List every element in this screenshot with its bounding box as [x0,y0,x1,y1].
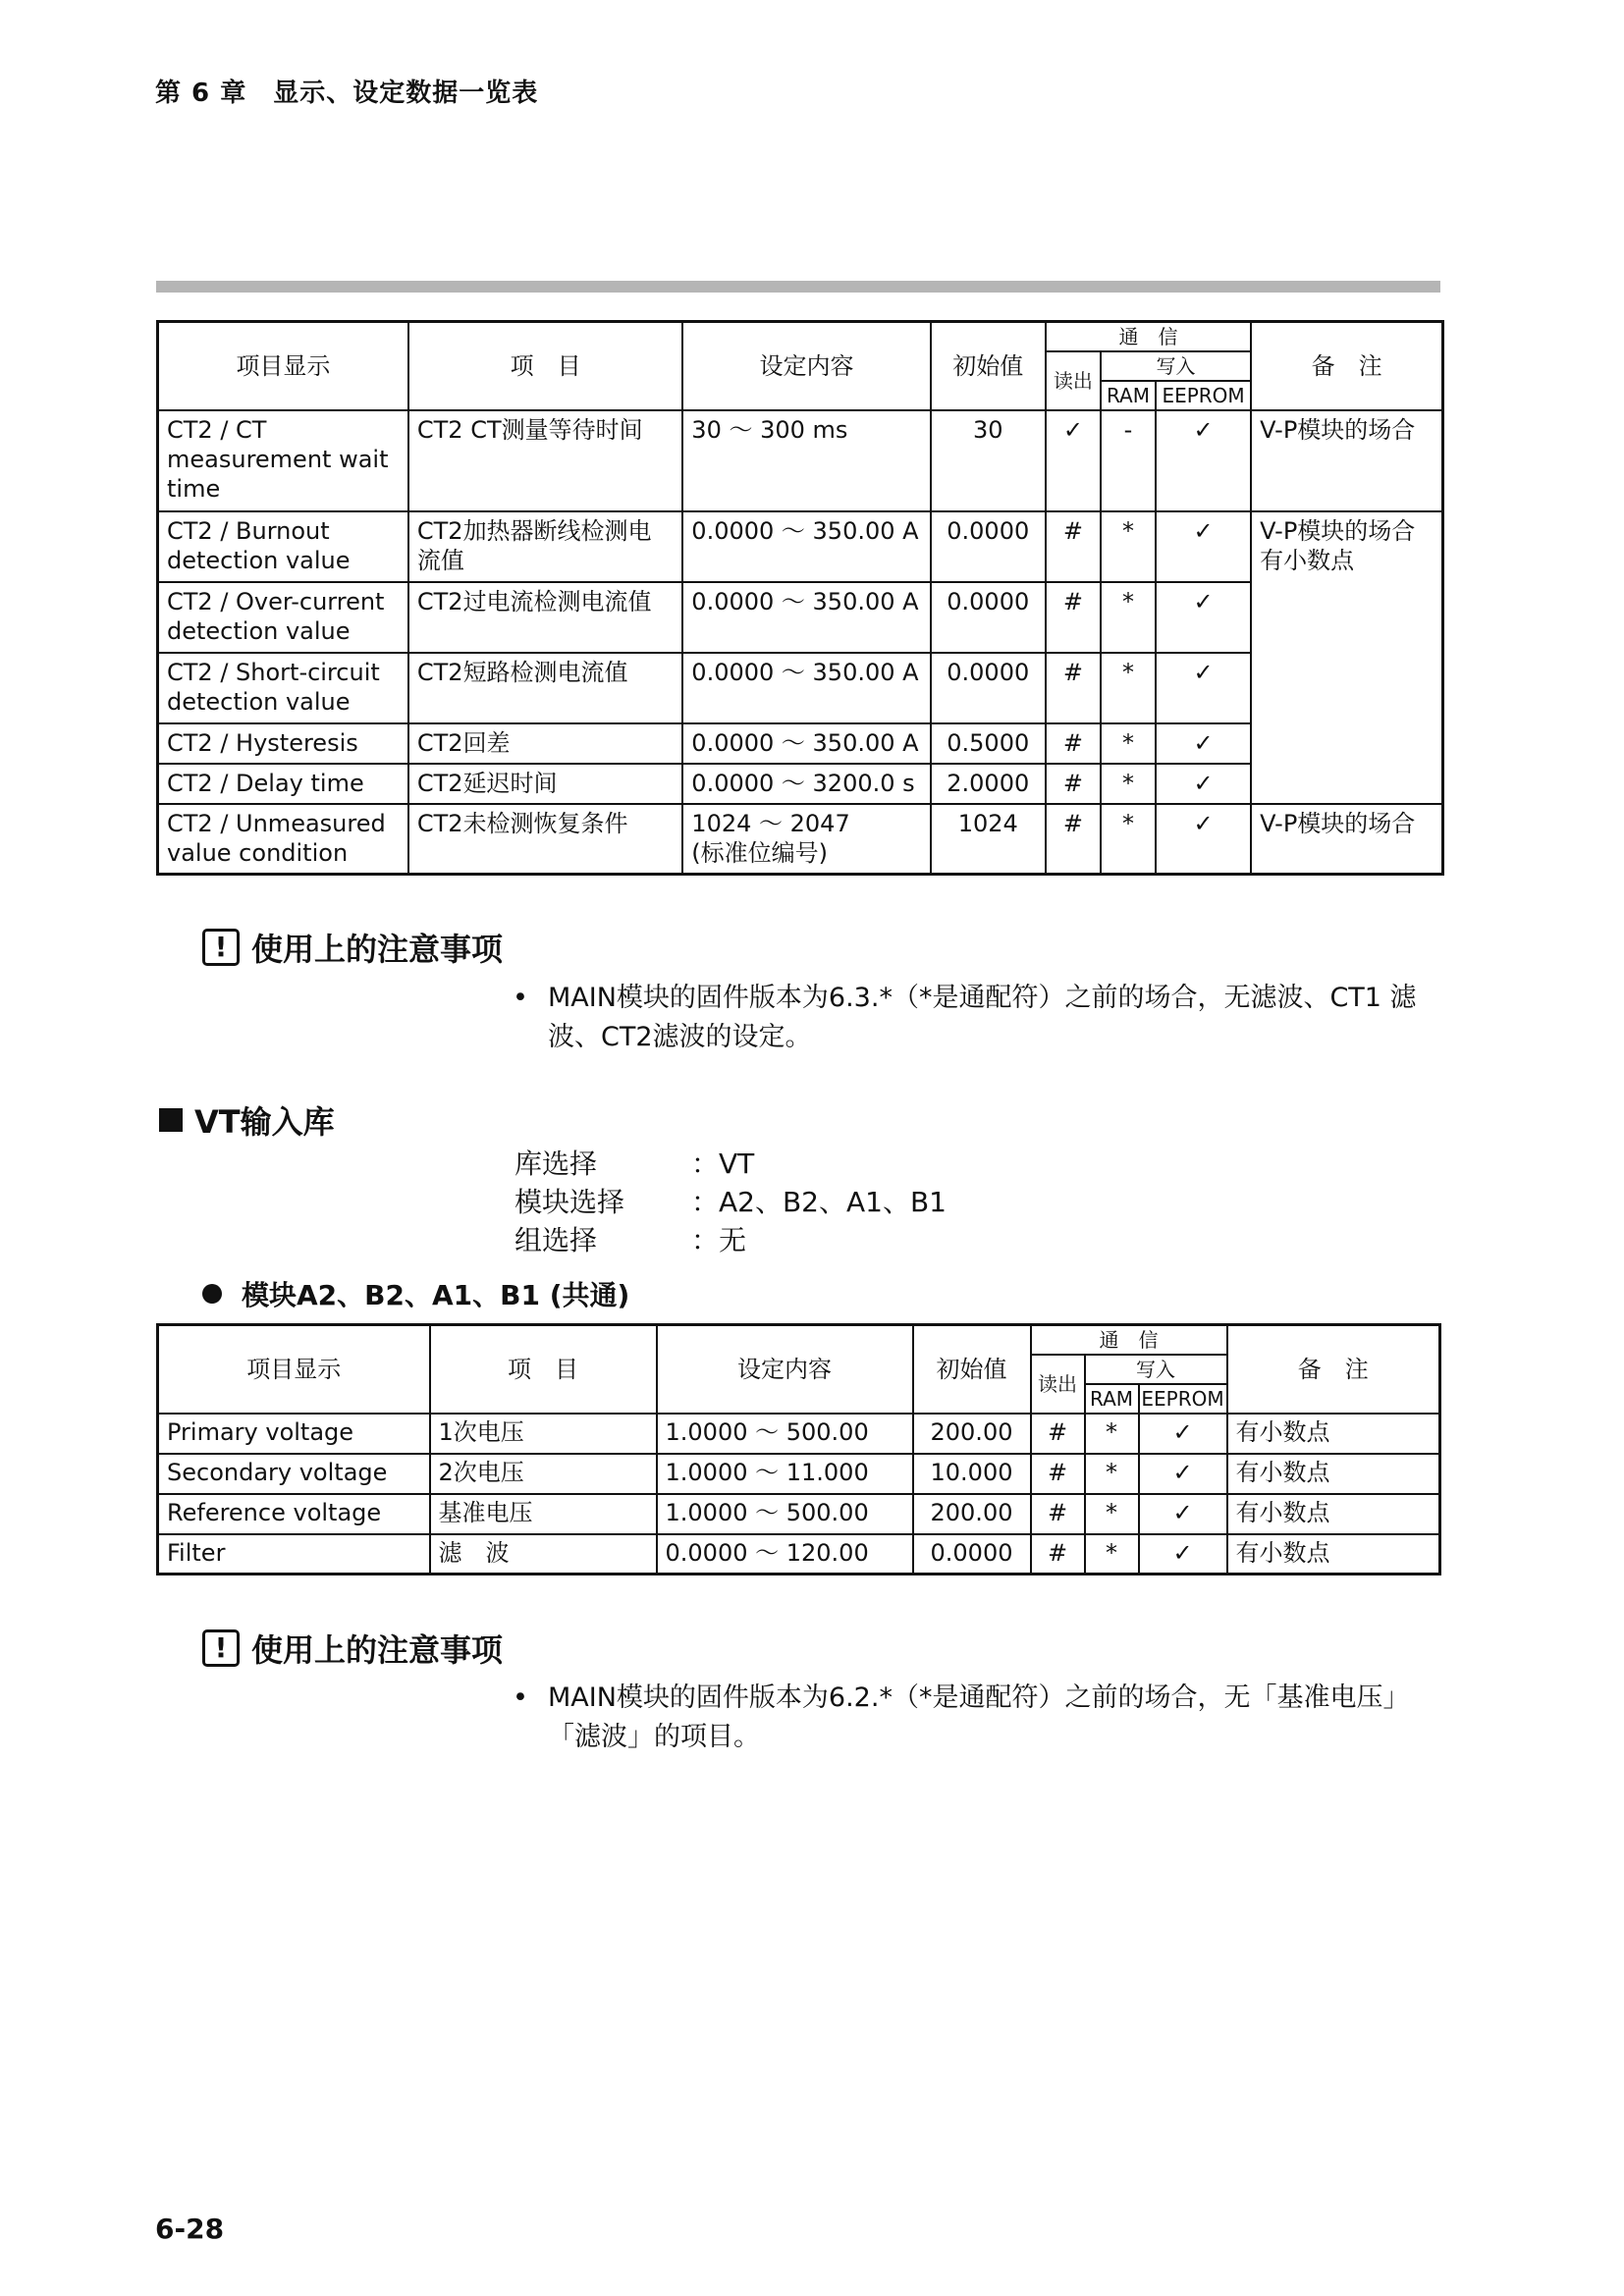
header-item: 项 目 [408,322,682,410]
cell-initial: 0.0000 [913,1534,1031,1575]
header-write: 写入 [1101,351,1251,381]
cell-read: # [1031,1494,1085,1534]
cell-initial: 1024 [931,804,1046,875]
cell-eeprom: ✓ [1139,1494,1227,1534]
cell-item: CT2 CT测量等待时间 [408,410,682,511]
table-row [158,653,1443,723]
cell-read: # [1046,723,1101,764]
cell-read: # [1046,653,1101,723]
cell-setting: 30 ～ 300 ms [682,410,930,511]
cell-eeprom: ✓ [1156,804,1251,875]
header-setting: 设定内容 [682,322,930,410]
usage-note [513,979,1445,1057]
section-title: VT输入库 [194,1103,335,1141]
cell-display: CT2 / CT measurement wait time [158,410,408,511]
table-row [158,1534,1440,1575]
selection-list [514,1143,947,1257]
selection-label: 库选择 [514,1147,598,1180]
cell-ram: * [1085,1494,1139,1534]
cell-ram: * [1101,804,1156,875]
cell-eeprom: ✓ [1156,764,1251,804]
cell-setting: 0.0000 ～ 120.00 [657,1534,913,1575]
cell-read: # [1031,1534,1085,1575]
usage-notes-heading [202,925,503,970]
setting-note: (标准位编号) [691,838,829,867]
cell-remarks: 有小数点 [1227,1534,1440,1575]
cell-initial: 2.0000 [931,764,1046,804]
cell-ram: * [1085,1454,1139,1494]
cell-display: Filter [158,1534,430,1575]
cell-read: # [1046,804,1101,875]
header-ram: RAM [1085,1384,1139,1414]
cell-ram: - [1101,410,1156,511]
selection-label: 组选择 [514,1223,598,1256]
table-row [158,764,1443,804]
cell-display: Reference voltage [158,1494,430,1534]
header-remarks: 备 注 [1251,322,1442,410]
cell-item: CT2加热器断线检测电流值 [408,511,682,582]
header-ram: RAM [1101,381,1156,410]
vt-input-table [156,1323,1441,1575]
usage-note-text: MAIN模块的固件版本为6.2.*（*是通配符）之前的场合，无「基准电压」「滤波」的项目。 [548,1682,1410,1752]
cell-initial: 200.00 [913,1414,1031,1454]
cell-setting: 0.0000 ～ 350.00 A [682,723,930,764]
header-write: 写入 [1085,1355,1227,1384]
cell-setting: 1.0000 ～ 11.000 [657,1454,913,1494]
cell-initial: 0.0000 [931,582,1046,653]
table-row [158,1454,1440,1494]
cell-remarks: 有小数点 [1227,1454,1440,1494]
cell-ram: * [1101,723,1156,764]
header-eeprom: EEPROM [1156,381,1251,410]
cell-initial: 30 [931,410,1046,511]
cell-initial: 0.0000 [931,511,1046,582]
selection-value: ：A2、B2、A1、B1 [691,1185,947,1218]
cell-remarks: 有小数点 [1227,1414,1440,1454]
cell-item: 1次电压 [430,1414,657,1454]
cell-ram: * [1101,653,1156,723]
cell-initial: 200.00 [913,1494,1031,1534]
cell-remarks: V-P模块的场合 [1251,410,1442,511]
cell-setting: 1.0000 ～ 500.00 [657,1494,913,1534]
usage-note [513,1679,1445,1757]
cell-ram: * [1085,1534,1139,1575]
usage-notes-title: 使用上的注意事项 [251,931,504,968]
cell-initial: 10.000 [913,1454,1031,1494]
warning-icon: ! [202,929,240,966]
cell-remarks: V-P模块的场合 [1251,804,1442,875]
section-heading [159,1097,335,1143]
header-read: 读出 [1031,1355,1085,1414]
cell-read: # [1046,582,1101,653]
table-row [158,410,1443,511]
bullet-icon: • [513,983,528,1013]
cell-display: Secondary voltage [158,1454,430,1494]
header-setting: 设定内容 [657,1325,913,1414]
cell-display: CT2 / Over-current detection value [158,582,408,653]
header-remarks: 备 注 [1227,1325,1440,1414]
page-number: 6-28 [155,2213,225,2245]
table-row [158,582,1443,653]
table-row [158,1494,1440,1534]
cell-initial: 0.5000 [931,723,1046,764]
remark-line: 有小数点 [1260,546,1355,574]
header-read: 读出 [1046,351,1101,410]
cell-read: # [1031,1454,1085,1494]
header-comm: 通 信 [1046,322,1251,351]
usage-notes-heading [202,1626,503,1671]
cell-setting: 0.0000 ～ 350.00 A [682,582,930,653]
cell-read: ✓ [1046,410,1101,511]
list-item [514,1143,947,1181]
table-row [158,511,1443,582]
cell-setting: 1.0000 ～ 500.00 [657,1414,913,1454]
usage-notes-title: 使用上的注意事项 [251,1631,504,1669]
setting-range: 1024 ～ 2047 [691,809,850,837]
cell-item: CT2过电流检测电流值 [408,582,682,653]
header-eeprom: EEPROM [1139,1384,1227,1414]
cell-initial: 0.0000 [931,653,1046,723]
circle-bullet-icon [202,1284,222,1304]
cell-eeprom: ✓ [1156,723,1251,764]
header-comm: 通 信 [1031,1325,1227,1355]
selection-value: ：无 [691,1223,747,1256]
header-initial: 初始值 [931,322,1046,410]
cell-eeprom: ✓ [1139,1534,1227,1575]
cell-display: CT2 / Short-circuit detection value [158,653,408,723]
list-item [514,1181,947,1219]
cell-eeprom: ✓ [1139,1414,1227,1454]
cell-ram: * [1101,582,1156,653]
header-display: 项目显示 [158,322,408,410]
header-display: 项目显示 [158,1325,430,1414]
cell-read: # [1046,764,1101,804]
cell-display: CT2 / Delay time [158,764,408,804]
cell-ram: * [1085,1414,1139,1454]
list-item [514,1219,947,1257]
cell-eeprom: ✓ [1156,582,1251,653]
cell-read: # [1046,511,1101,582]
cell-setting [682,804,930,875]
cell-ram: * [1101,511,1156,582]
cell-item: CT2回差 [408,723,682,764]
cell-item: CT2延迟时间 [408,764,682,804]
square-bullet-icon [159,1108,183,1132]
header-item: 项 目 [430,1325,657,1414]
cell-remarks-merged [1251,511,1442,804]
cell-display: CT2 / Unmeasured value condition [158,804,408,875]
section-divider [156,281,1440,293]
warning-icon: ! [202,1629,240,1667]
cell-eeprom: ✓ [1156,511,1251,582]
cell-setting: 0.0000 ～ 350.00 A [682,653,930,723]
cell-item: 基准电压 [430,1494,657,1534]
chapter-title: 第 6 章 显示、设定数据一览表 [155,79,539,108]
cell-display: CT2 / Burnout detection value [158,511,408,582]
cell-remarks: 有小数点 [1227,1494,1440,1534]
cell-eeprom: ✓ [1156,653,1251,723]
ct2-settings-table [156,320,1444,876]
remark-line: V-P模块的场合 [1260,516,1416,545]
table-row [158,804,1443,875]
selection-value: ：VT [691,1147,755,1180]
cell-item: CT2未检测恢复条件 [408,804,682,875]
cell-display: CT2 / Hysteresis [158,723,408,764]
selection-label: 模块选择 [514,1185,625,1218]
cell-ram: * [1101,764,1156,804]
cell-setting: 0.0000 ～ 350.00 A [682,511,930,582]
module-title: 模块A2、B2、A1、B1 (共通) [242,1279,630,1311]
module-heading [202,1274,629,1313]
table-row [158,723,1443,764]
cell-display: Primary voltage [158,1414,430,1454]
cell-item: CT2短路检测电流值 [408,653,682,723]
table-row [158,1414,1440,1454]
cell-read: # [1031,1414,1085,1454]
usage-note-text: MAIN模块的固件版本为6.3.*（*是通配符）之前的场合，无滤波、CT1 滤波、CT2滤波的设定。 [548,983,1417,1052]
cell-eeprom: ✓ [1156,410,1251,511]
cell-item: 滤 波 [430,1534,657,1575]
cell-setting: 0.0000 ～ 3200.0 s [682,764,930,804]
bullet-icon: • [513,1682,528,1713]
cell-eeprom: ✓ [1139,1454,1227,1494]
header-initial: 初始值 [913,1325,1031,1414]
cell-item: 2次电压 [430,1454,657,1494]
